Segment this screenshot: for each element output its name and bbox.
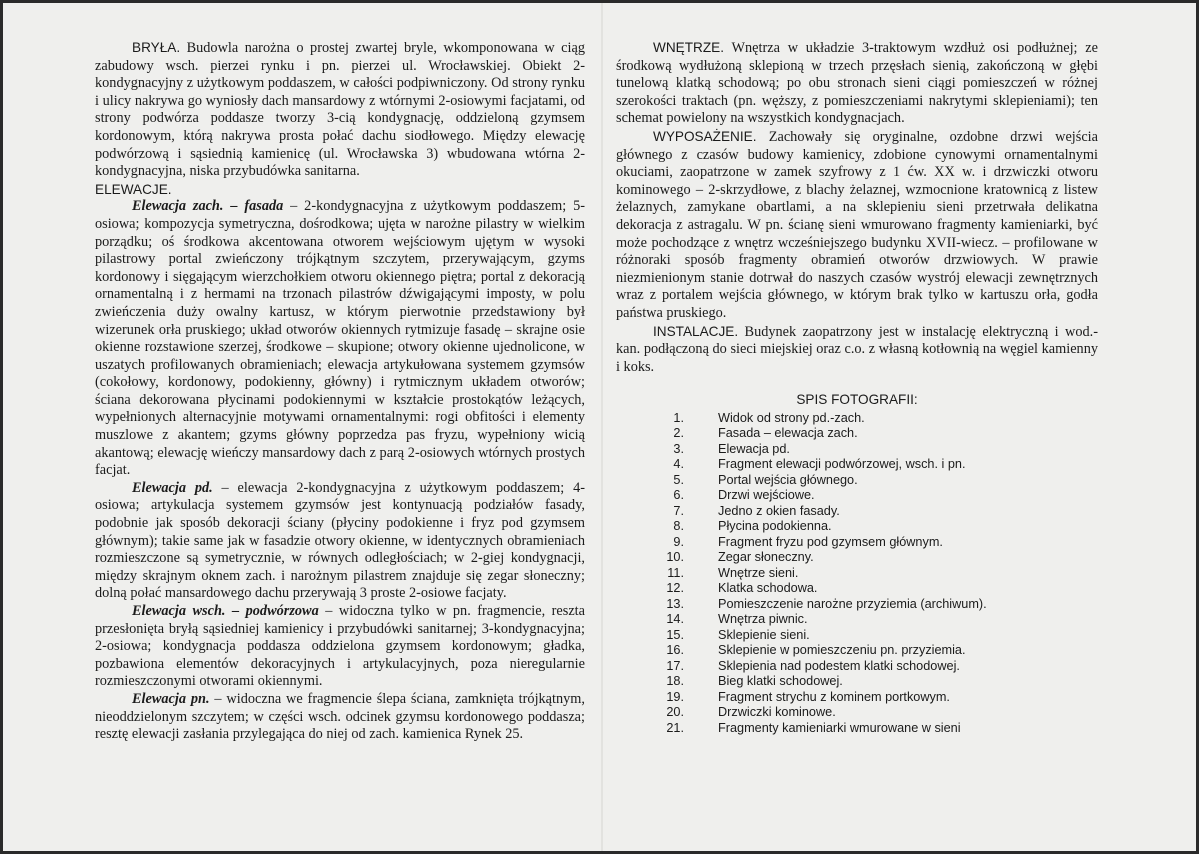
text-elewacja-wsch: – widoczna tylko w pn. fragmencie, reszta przesłonięta bryłą sąsiedniej kamienicy i przybudówki sanitarnej; 3-kondygnacyjna; 2-osiowa; kondygnacja poddasza oddzielona gzymsem kordonowym; gładka, pozbawiona elementów dekoracyjnych i artykulacyjnych, poza nieregularnie rozmieszczonymi otworami okiennymi. [95, 603, 585, 690]
list-item-text: Portal wejścia głównego. [718, 472, 858, 487]
list-item-text: Klatka schodowa. [718, 581, 818, 596]
list-item-text: Sklepienia nad podestem klatki schodowej. [718, 658, 960, 673]
photo-list-title: SPIS FOTOGRAFII: [796, 392, 918, 408]
list-item [616, 721, 1098, 737]
paragraph-elewacja-zach [95, 198, 585, 480]
list-item [616, 674, 1098, 690]
list-item-text: Jedno z okien fasady. [718, 503, 840, 518]
list-item [616, 535, 1098, 551]
heading-elewacja-pn: Elewacja pn. [132, 690, 210, 707]
text-wyposazenie: Zachowały się oryginalne, ozdobne drzwi wejścia głównego z czasów budowy kamienicy, zdobione cynowymi ornamentalnymi okuciami, zaopatrzone w zamek szyfrowy z 1 ćw. XX w. i drzwiczki otworu kominowego – 2-skrzydłowe, z blachy żelaznej, wzmocnione kratownicą z listew żelaznych, zamykane obartlami, a na sklepieniu sieni przetrwała delikatna dekoracja z astragalu. W pn. ścianę sieni wmurowano fragmenty kamieniarki, być może pochodzące z wnętrz wcześniejszego budynku XVII-wiecz. – profilowane w różnoraki sposób fragmenty obramień otworów drzwiowych. W prawie niezmienionym stanie dotrwał do naszych czasów wystrój elewacji zewnętrznych wraz z portalem wejścia głównego, w którym brak tylko w kartuszu orła, godła państwa pruskiego. [616, 128, 1098, 321]
list-item-number: 5. [673, 472, 684, 487]
list-item-number: 11. [667, 565, 684, 580]
list-item-text: Pomieszczenie narożne przyziemia (archiwum). [718, 596, 987, 611]
list-item [616, 473, 1098, 489]
list-item [616, 426, 1098, 442]
list-item [616, 628, 1098, 644]
list-item-text: Fragment elewacji podwórzowej, wsch. i pn. [718, 457, 966, 472]
list-item-number: 1. [673, 410, 684, 425]
list-item [616, 550, 1098, 566]
list-item [616, 519, 1098, 535]
page-fold [601, 3, 603, 851]
paragraph-bryla [95, 39, 585, 181]
list-item-text: Fragment strychu z kominem portkowym. [718, 689, 950, 704]
paragraph-wnetrze [616, 39, 1098, 128]
list-item-number: 12. [666, 581, 684, 596]
list-item-number: 20. [666, 705, 684, 720]
list-item [616, 597, 1098, 613]
list-item [616, 488, 1098, 504]
list-item-text: Bieg klatki schodowej. [718, 674, 843, 689]
text-elewacja-pd: – elewacja 2-kondygnacyjna z użytkowym poddaszem; 4-osiowa; artykulacja systemem gzymsów jest kontynuacją podziałów fasady, podobnie jak sposób dekoracji ściany (płyciny podokienne i fryz pod gzymsem głównym); takie same jak w fasadzie otwory okienne, w identycznych obramieniach rozmieszczone są symetrycznie, w równych odległościach; w 2-giej kondygnacji, między skrajnym oknem zach. i narożnym pilastrem znajduje się zegar słoneczny; dolną połać mansardowego dachu przerywają 3 proste 2-osiowe facjaty. [95, 479, 586, 602]
list-item-text: Zegar słoneczny. [718, 550, 814, 565]
list-item [616, 411, 1098, 427]
list-item-number: 6. [673, 488, 684, 503]
list-item-text: Sklepienie sieni. [718, 627, 810, 642]
list-item-number: 15. [666, 627, 684, 642]
paragraph-elewacja-pd [95, 480, 585, 603]
text-elewacja-zach: – 2-kondygnacyjna z użytkowym poddaszem; 5-osiowa; kompozycja symetryczna, dośrodkowa; ujęta w narożne pilastry w wielkim porządku; oś środkowa akcentowana otworem wejściowym ujętym w wysoki pilastrowy portal zwieńczony trójkątnym szczytem, przerywającym, gzyms kordonowy i sięgającym wierzchołkiem otworu okiennego piętra; portal z dekoracją ornamentalną i z hermami na trzonach pilastrów dźwigającymi imposty, w polu zwieńczenia duży owalny kartusz, w którym pierwotnie przedstawiony był wizerunek orła pruskiego; układ otworów okiennych rytmizuje fasadę – skrajne osie okienne rozstawione szerzej, środkowe – skupione; otwory okienne ujednolicone, w uszatych profilowanych obramieniach; elewacja artykułowana systemem gzymsów (cokołowy, kordonowy, podokienny, główny) i rytmicznym układem otworów; ściana dekorowana płycinami podokiennymi w kształcie prostokątów leżących, wypełnionych alternacyjnie motywami ornamentalnymi: rogi obfitości i elementy muszlowe z akantem; gzyms główny poprzedza pas fryzu, wypełniony wicią akantową; elewację wieńczy mansardowy dach z parą 2-osiowych wtórnych prostych facjat. [95, 198, 585, 479]
paragraph-elewacja-pn [95, 691, 585, 744]
list-item [616, 690, 1098, 706]
heading-elewacje: ELEWACJE. [95, 181, 172, 197]
photo-list [616, 411, 1098, 737]
list-item-number: 17. [666, 658, 684, 673]
text-instalacje: Budynek zaopatrzony jest w instalację elektryczną i wod.-kan. podłączoną do sieci miejskiej oraz c.o. z własną kotłownią na węgiel kamienny i koks. [616, 323, 1098, 375]
heading-instalacje: INSTALACJE. [653, 323, 739, 339]
right-column [616, 39, 1098, 736]
heading-bryla: BRYŁA. [132, 40, 181, 55]
list-item [616, 643, 1098, 659]
list-item-text: Drzwiczki kominowe. [718, 705, 836, 720]
list-item-text: Fragment fryzu pod gzymsem głównym. [718, 534, 943, 549]
list-item-text: Widok od strony pd.-zach. [718, 410, 865, 425]
heading-elewacja-pd: Elewacja pd. [132, 479, 213, 496]
list-item-number: 13. [666, 596, 684, 611]
list-item [616, 612, 1098, 628]
list-item-number: 16. [666, 643, 684, 658]
list-item-number: 3. [673, 441, 684, 456]
list-item-text: Drzwi wejściowe. [718, 488, 815, 503]
paragraph-instalacje [616, 323, 1098, 377]
list-item [616, 504, 1098, 520]
text-wnetrze: Wnętrza w układzie 3-traktowym wzdłuż osi podłużnej; ze środkową wydłużoną sklepioną w trzech przęsłach sienią, zakończoną w głębi tunelową klatką schodową; po obu stronach sieni ciągi pomieszczeń w różnej szerokości traktach (pn. węższy, z pomieszczeniami nakrytymi sklepieniami); ten schemat powielony na wszystkich kondygnacjach. [616, 40, 1098, 127]
list-item-text: Elewacja pd. [718, 441, 790, 456]
text-bryla: Budowla narożna o prostej zwartej bryle, wkomponowana w ciąg zabudowy wsch. pierzei rynku i pn. pierzei ul. Wrocławskiej. Obiekt 2-kondygnacyjny z użytkowym poddaszem, w całości podpiwniczony. Od strony rynku i ulicy nakrywa go wyniosły dach mansardowy z wtórnymi 2-osiowymi facjatami, od strony podwórza poddasze tworzy 3-cią kondygnację, oddzieloną gzymsem kordonowym, którą nakrywa prosta połać dachu siodłowego. Między elewację podwórzową i sąsiednią kamienicę (ul. Wrocławska 3) wbudowana wtórna 2-kondygnacyjna, niska przybudówka sanitarna. [95, 40, 585, 180]
list-item-text: Sklepienie w pomieszczeniu pn. przyziemia. [718, 643, 966, 658]
list-item-number: 14. [666, 612, 684, 627]
list-item-text: Płycina podokienna. [718, 519, 832, 534]
heading-wnetrze: WNĘTRZE. [653, 40, 724, 55]
list-item-number: 2. [673, 426, 684, 441]
list-item [616, 457, 1098, 473]
text-elewacja-pn: – widoczna we fragmencie ślepa ściana, zamknięta trójkątnym, nieoddzielonym szczytem; w części wsch. odcinek gzymsu kordonowego poddasza; resztę elewacji zasłania przylegająca do niej od zach. kamienica Rynek 25. [95, 690, 585, 743]
list-item-number: 4. [673, 457, 684, 472]
list-item-text: Fasada – elewacja zach. [718, 426, 858, 441]
list-item-text: Wnętrze sieni. [718, 565, 799, 580]
list-item-number: 18. [666, 674, 684, 689]
list-item [616, 659, 1098, 675]
list-item-number: 21. [666, 720, 684, 735]
heading-elewacja-wsch: Elewacja wsch. – podwórzowa [132, 603, 319, 619]
list-item [616, 566, 1098, 582]
left-column [95, 39, 585, 744]
paragraph-wyposazenie [616, 128, 1098, 323]
list-item-number: 19. [666, 689, 684, 704]
list-item [616, 581, 1098, 597]
list-item-text: Wnętrza piwnic. [718, 612, 808, 627]
list-item-text: Fragmenty kamieniarki wmurowane w sieni [718, 720, 961, 735]
list-item [616, 442, 1098, 458]
heading-wyposazenie: WYPOSAŻENIE. [653, 128, 757, 144]
list-item-number: 9. [673, 534, 684, 549]
paragraph-elewacja-wsch [95, 603, 585, 691]
list-item-number: 7. [673, 503, 684, 518]
heading-elewacja-zach: Elewacja zach. – fasada [132, 198, 284, 215]
document-page [3, 3, 1196, 851]
list-item-number: 10. [666, 550, 684, 565]
list-item [616, 705, 1098, 721]
list-item-number: 8. [673, 519, 684, 534]
